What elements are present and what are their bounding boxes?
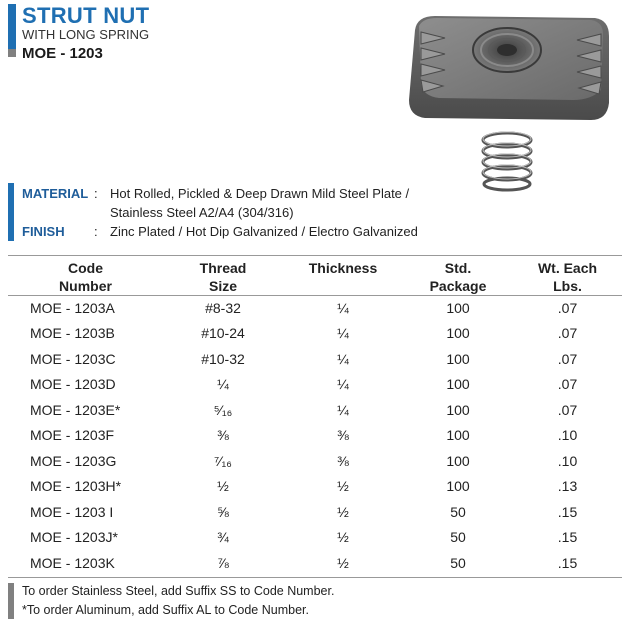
specifications-table xyxy=(8,256,622,576)
product-code: MOE - 1203 xyxy=(22,44,103,62)
product-subtitle: WITH LONG SPRING xyxy=(22,27,150,42)
code-marker xyxy=(8,49,16,57)
header-std-package: Std. Package xyxy=(429,260,487,294)
strut-nut-image xyxy=(395,8,620,198)
table-row: MOE - 1203K ⅞ ½ 50 .15 xyxy=(30,554,578,571)
table-row: MOE - 1203E* ⁵⁄₁₆ ¼ 100 .07 xyxy=(30,401,578,418)
material-value-line2: Stainless Steel A2/A4 (304/316) xyxy=(110,205,294,220)
table-row: MOE - 1203J* ¾ ½ 50 .15 xyxy=(30,529,578,546)
table-header-row xyxy=(8,256,622,295)
table-row: MOE - 1203G ⁷⁄₁₆ ⅜ 100 .10 xyxy=(30,452,578,469)
finish-row xyxy=(22,224,418,239)
header-code-number: Code Number xyxy=(59,260,112,294)
material-row xyxy=(22,186,409,201)
product-title: STRUT NUT xyxy=(22,3,150,28)
material-label: MATERIAL xyxy=(22,186,89,201)
footnote-aluminum: *To order Aluminum, add Suffix AL to Code Number. xyxy=(22,603,309,617)
table-row: MOE - 1203C #10-32 ¼ 100 .07 xyxy=(30,350,578,367)
table-row: MOE - 1203F ⅜ ⅜ 100 .10 xyxy=(30,427,578,444)
header-thread-size: Thread Size xyxy=(199,260,247,294)
material-value-line1: Hot Rolled, Pickled & Deep Drawn Mild Steel Plate / xyxy=(110,186,410,201)
table-row: MOE - 1203H* ½ ½ 100 .13 xyxy=(30,478,578,495)
footnote-stainless: To order Stainless Steel, add Suffix SS to Code Number. xyxy=(22,584,335,598)
specs-accent-bar xyxy=(8,183,14,241)
footnote-marker-bar xyxy=(8,583,14,619)
finish-colon: : xyxy=(94,224,98,239)
table-row: MOE - 1203 I ⅝ ½ 50 .15 xyxy=(30,503,578,520)
table-row: MOE - 1203D ¼ ¼ 100 .07 xyxy=(30,376,578,393)
product-code-line xyxy=(8,45,103,61)
header-thickness: Thickness xyxy=(308,260,378,276)
material-colon: : xyxy=(94,186,98,201)
table-body xyxy=(8,295,622,576)
table-row: MOE - 1203B #10-24 ¼ 100 .07 xyxy=(30,325,578,342)
table-bottom-rule xyxy=(8,577,622,578)
finish-value: Zinc Plated / Hot Dip Galvanized / Electro Galvanized xyxy=(110,224,418,239)
material-row-2 xyxy=(22,205,294,220)
table-row: MOE - 1203A #8-32 ¼ 100 .07 xyxy=(30,299,578,316)
header-weight: Wt. Each Lbs. xyxy=(537,260,598,294)
finish-label: FINISH xyxy=(22,224,65,239)
